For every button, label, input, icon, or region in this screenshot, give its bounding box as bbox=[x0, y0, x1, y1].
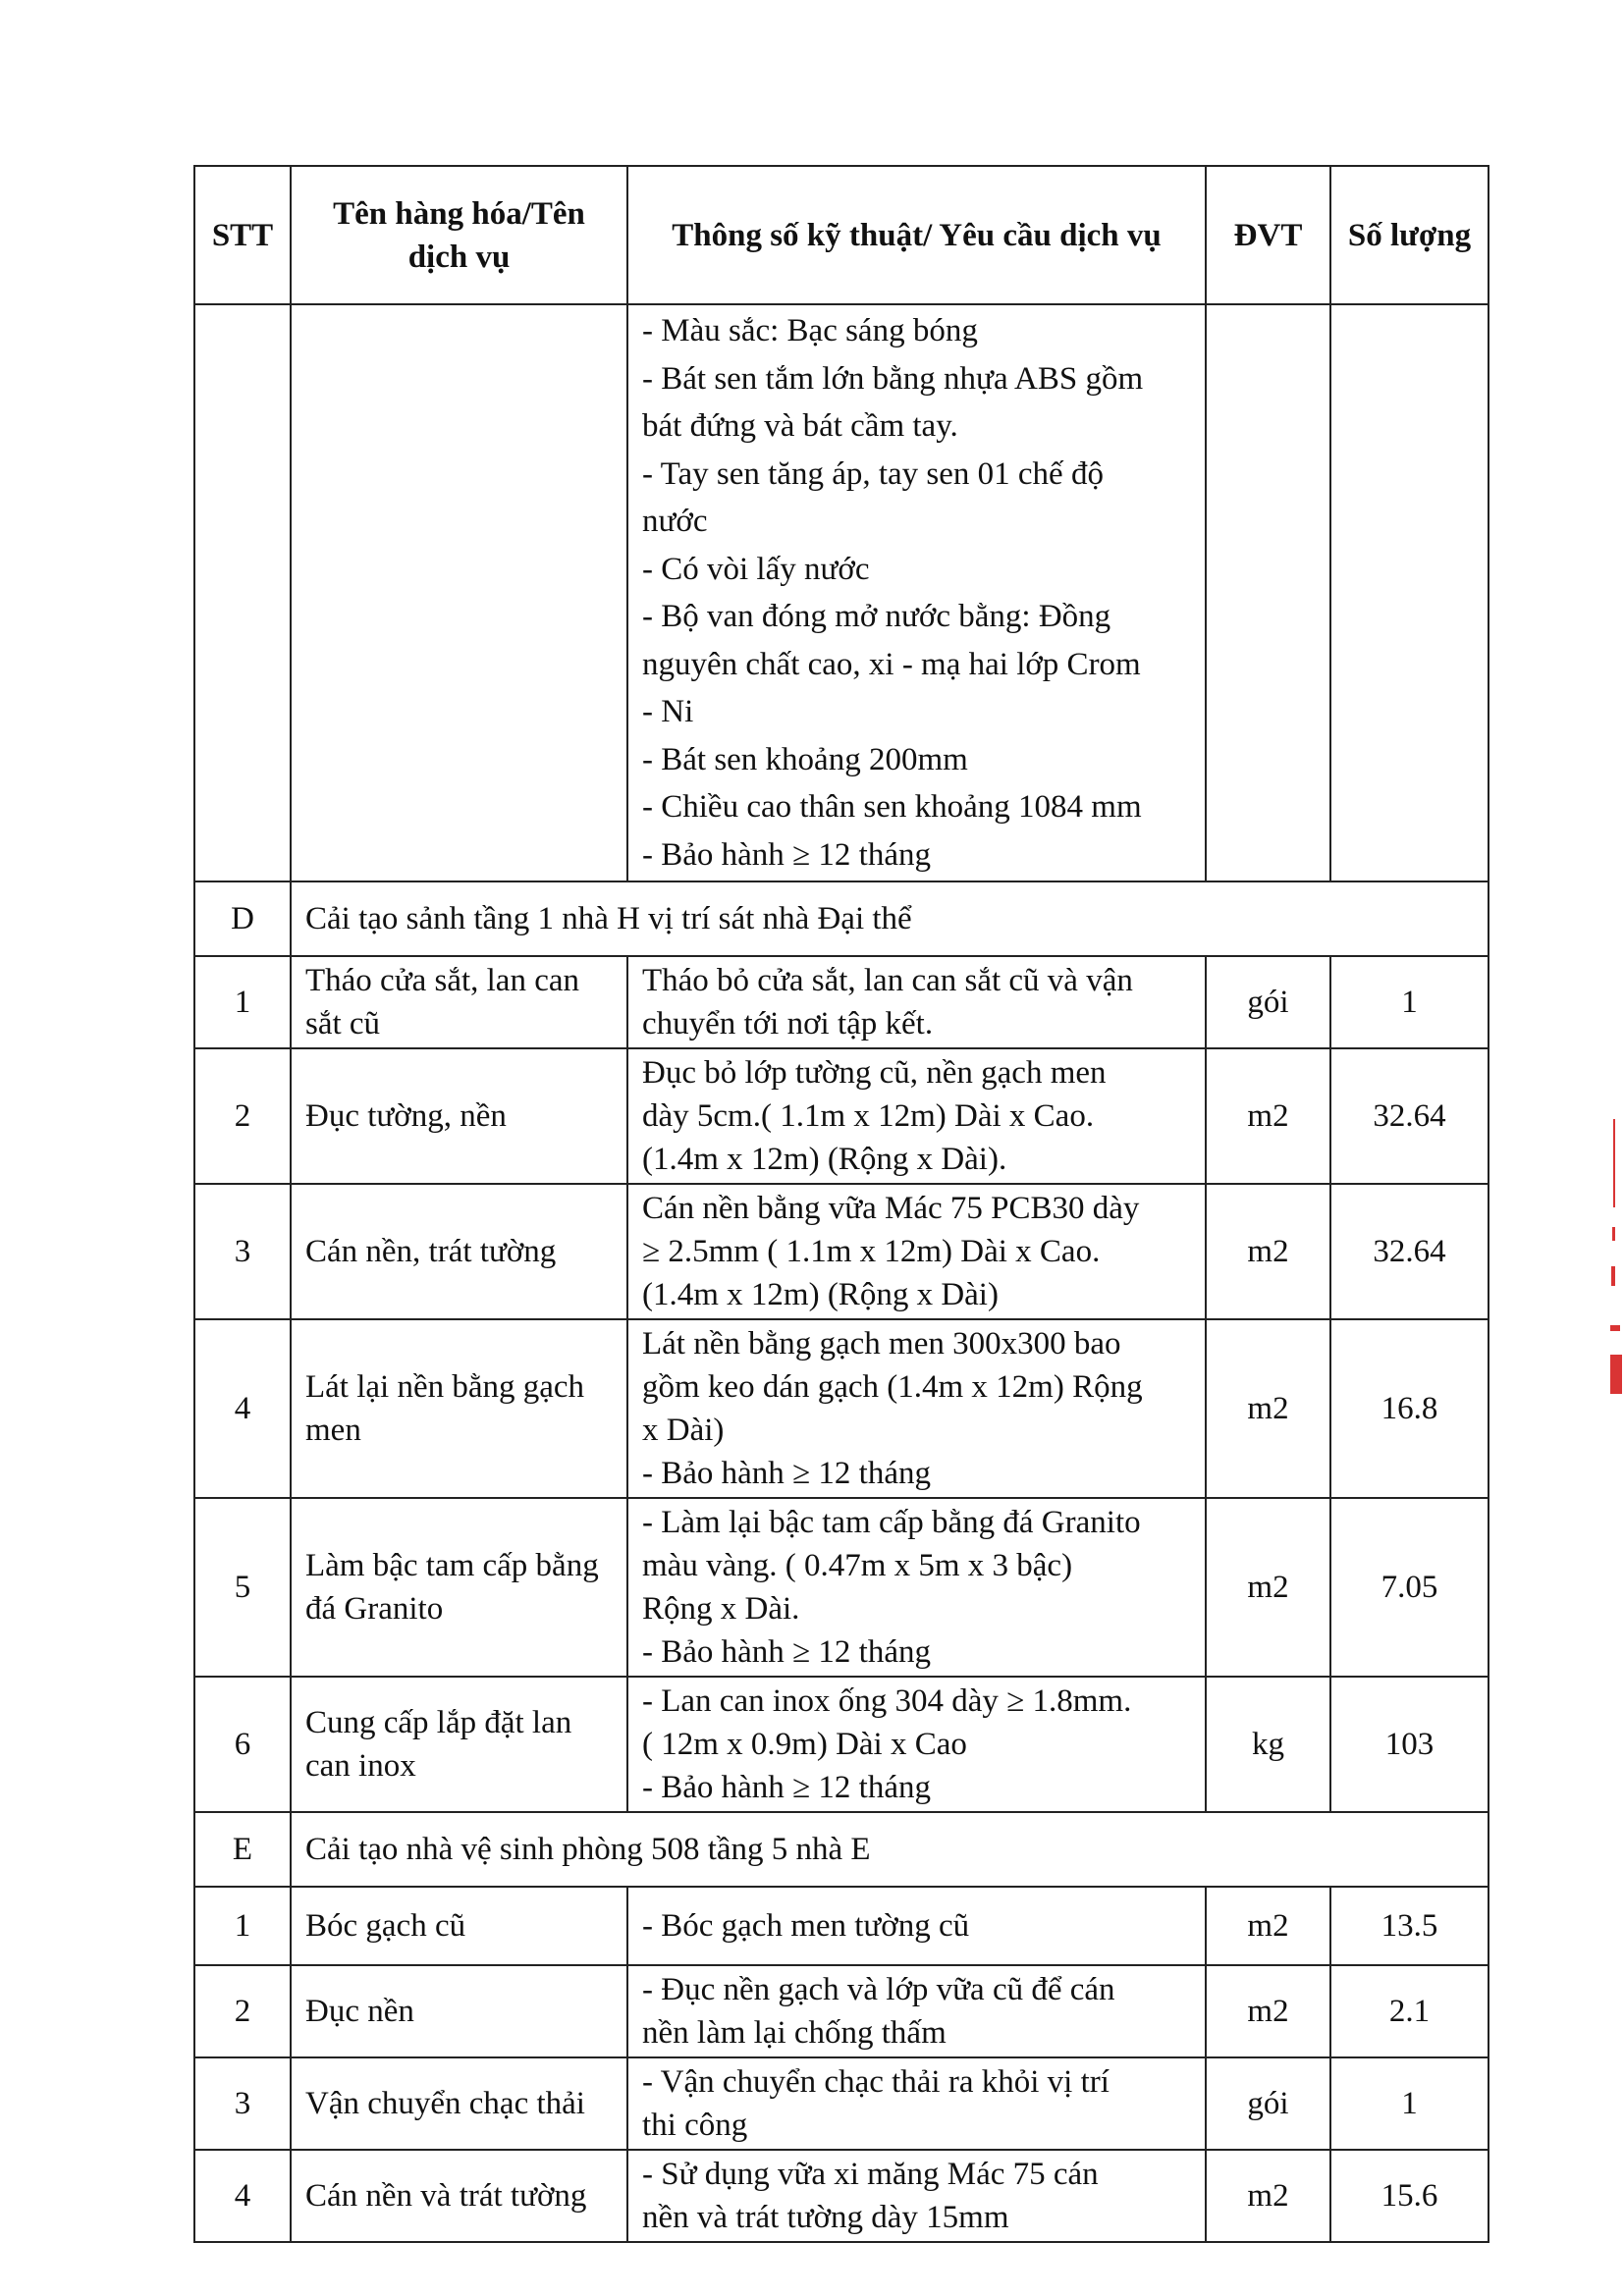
row-stt: 1 bbox=[194, 1887, 291, 1965]
spec-line: - Bảo hành ≥ 12 tháng bbox=[642, 1770, 931, 1805]
row-item-name: Cung cấp lắp đặt lan can inox bbox=[291, 1677, 627, 1812]
row-item-name: Bóc gạch cũ bbox=[291, 1887, 627, 1965]
spec-line: (1.4m x 12m) (Rộng x Dài). bbox=[642, 1142, 1007, 1177]
row-item-name: Cán nền và trát tường bbox=[291, 2150, 627, 2242]
spec-line: - Tay sen tăng áp, tay sen 01 chế độ bbox=[642, 455, 1104, 492]
spec-line: x Dài) bbox=[642, 1413, 725, 1448]
row-quantity: 103 bbox=[1330, 1677, 1489, 1812]
row-unit: m2 bbox=[1206, 1319, 1330, 1498]
spec-line: - Bát sen khoảng 200mm bbox=[642, 741, 968, 777]
spec-line: chuyển tới nơi tập kết. bbox=[642, 1006, 934, 1041]
spec-line: - Bảo hành ≥ 12 tháng bbox=[642, 1634, 931, 1670]
spec-line: - Bát sen tắm lớn bằng nhựa ABS gồm bbox=[642, 360, 1144, 397]
section-title-row bbox=[194, 881, 1489, 956]
row-quantity: 16.8 bbox=[1330, 1319, 1489, 1498]
row-item-name: Làm bậc tam cấp bằng đá Granito bbox=[291, 1498, 627, 1677]
row-stt: 4 bbox=[194, 2150, 291, 2242]
spec-line: (1.4m x 12m) (Rộng x Dài) bbox=[642, 1277, 999, 1312]
spec-line: nền và trát tường dày 15mm bbox=[642, 2200, 1009, 2235]
table-row bbox=[194, 1048, 1489, 1184]
row-quantity: 1 bbox=[1330, 956, 1489, 1048]
table-row bbox=[194, 1184, 1489, 1319]
spec-line: - Sử dụng vữa xi măng Mác 75 cán bbox=[642, 2157, 1099, 2192]
row-spec bbox=[627, 1887, 1206, 1965]
spec-line: Tháo bỏ cửa sắt, lan can sắt cũ và vận bbox=[642, 963, 1133, 998]
header-stt: STT bbox=[194, 166, 291, 304]
spec-line: - Bộ van đóng mở nước bằng: Đồng bbox=[642, 599, 1111, 634]
row-stt: 4 bbox=[194, 1319, 291, 1498]
row-quantity: 13.5 bbox=[1330, 1887, 1489, 1965]
header-name: Tên hàng hóa/Tên dịch vụ bbox=[291, 166, 627, 304]
row-unit: m2 bbox=[1206, 1048, 1330, 1184]
spec-line: - Chiều cao thân sen khoảng 1084 mm bbox=[642, 789, 1142, 825]
row-quantity: 7.05 bbox=[1330, 1498, 1489, 1677]
row-stt: 2 bbox=[194, 1965, 291, 2057]
spec-line: - Bóc gạch men tường cũ bbox=[642, 1908, 970, 1944]
table-row bbox=[194, 2150, 1489, 2242]
spec-line: - Vận chuyển chạc thải ra khỏi vị trí bbox=[642, 2064, 1110, 2100]
spec-line: thi công bbox=[642, 2108, 748, 2143]
row-unit: m2 bbox=[1206, 1184, 1330, 1319]
table-row bbox=[194, 2057, 1489, 2150]
row-item-name: Cán nền, trát tường bbox=[291, 1184, 627, 1319]
row-stt: 5 bbox=[194, 1498, 291, 1677]
section-d bbox=[194, 881, 1489, 1812]
row-spec bbox=[627, 956, 1206, 1048]
cell-spec bbox=[627, 304, 1206, 881]
cell-qty bbox=[1330, 304, 1489, 881]
spec-line: nguyên chất cao, xi - mạ hai lớp Crom bbox=[642, 646, 1141, 682]
row-unit: gói bbox=[1206, 2057, 1330, 2150]
section-title: Cải tạo sảnh tầng 1 nhà H vị trí sát nhà Đại thể bbox=[291, 881, 1489, 956]
spec-line: - Bảo hành ≥ 12 tháng bbox=[642, 836, 931, 873]
row-stt: 2 bbox=[194, 1048, 291, 1184]
row-unit: m2 bbox=[1206, 2150, 1330, 2242]
spec-line: Cán nền bằng vữa Mác 75 PCB30 dày bbox=[642, 1191, 1140, 1226]
row-item-name: Vận chuyển chạc thải bbox=[291, 2057, 627, 2150]
spec-line: Lát nền bằng gạch men 300x300 bao bbox=[642, 1326, 1121, 1362]
spec-table bbox=[193, 165, 1489, 2243]
row-quantity: 32.64 bbox=[1330, 1184, 1489, 1319]
stamp-edge-mark bbox=[1610, 1119, 1624, 1433]
section-title: Cải tạo nhà vệ sinh phòng 508 tầng 5 nhà E bbox=[291, 1812, 1489, 1887]
spec-line: - Có vòi lấy nước bbox=[642, 551, 870, 587]
table-header-row bbox=[194, 166, 1489, 304]
cell-unit bbox=[1206, 304, 1330, 881]
header-qty: Số lượng bbox=[1330, 166, 1489, 304]
table-row bbox=[194, 1498, 1489, 1677]
table-row bbox=[194, 1965, 1489, 2057]
row-spec bbox=[627, 1498, 1206, 1677]
spec-line: - Làm lại bậc tam cấp bằng đá Granito bbox=[642, 1505, 1141, 1540]
row-stt: 6 bbox=[194, 1677, 291, 1812]
row-stt: 1 bbox=[194, 956, 291, 1048]
spec-line: bát đứng và bát cầm tay. bbox=[642, 408, 958, 444]
section-title-row bbox=[194, 1812, 1489, 1887]
spec-line: nước bbox=[642, 504, 708, 539]
spec-line: - Đục nền gạch và lớp vữa cũ để cán bbox=[642, 1972, 1115, 2007]
row-quantity: 2.1 bbox=[1330, 1965, 1489, 2057]
row-spec bbox=[627, 2057, 1206, 2150]
row-item-name: Lát lại nền bằng gạch men bbox=[291, 1319, 627, 1498]
row-stt: 3 bbox=[194, 1184, 291, 1319]
row-unit: kg bbox=[1206, 1677, 1330, 1812]
spec-line: nền làm lại chống thấm bbox=[642, 2015, 947, 2051]
row-item-name: Tháo cửa sắt, lan can sắt cũ bbox=[291, 956, 627, 1048]
row-unit: m2 bbox=[1206, 1498, 1330, 1677]
row-unit: m2 bbox=[1206, 1887, 1330, 1965]
row-spec bbox=[627, 1677, 1206, 1812]
row-spec bbox=[627, 1048, 1206, 1184]
section-code: E bbox=[194, 1812, 291, 1887]
row-unit: gói bbox=[1206, 956, 1330, 1048]
row-spec bbox=[627, 1184, 1206, 1319]
spec-line: - Bảo hành ≥ 12 tháng bbox=[642, 1456, 931, 1491]
section-e bbox=[194, 1812, 1489, 2242]
row-quantity: 15.6 bbox=[1330, 2150, 1489, 2242]
section-code: D bbox=[194, 881, 291, 956]
cell-name bbox=[291, 304, 627, 881]
spec-line: ≥ 2.5mm ( 1.1m x 12m) Dài x Cao. bbox=[642, 1234, 1101, 1269]
row-spec bbox=[627, 1965, 1206, 2057]
table-row bbox=[194, 1319, 1489, 1498]
header-unit: ĐVT bbox=[1206, 166, 1330, 304]
row-item-name: Đục tường, nền bbox=[291, 1048, 627, 1184]
row-quantity: 32.64 bbox=[1330, 1048, 1489, 1184]
spec-line: - Ni bbox=[642, 694, 694, 729]
table-row bbox=[194, 1887, 1489, 1965]
spec-line: màu vàng. ( 0.47m x 5m x 3 bậc) bbox=[642, 1548, 1073, 1583]
cell-stt bbox=[194, 304, 291, 881]
spec-line: dày 5cm.( 1.1m x 12m) Dài x Cao. bbox=[642, 1098, 1095, 1134]
table-row bbox=[194, 956, 1489, 1048]
spec-line: gồm keo dán gạch (1.4m x 12m) Rộng bbox=[642, 1369, 1143, 1405]
row-spec bbox=[627, 1319, 1206, 1498]
table-row bbox=[194, 1677, 1489, 1812]
continuation-row bbox=[194, 304, 1489, 881]
spec-line: - Lan can inox ống 304 dày ≥ 1.8mm. bbox=[642, 1683, 1132, 1719]
spec-line: Rộng x Dài. bbox=[642, 1591, 800, 1627]
row-item-name: Đục nền bbox=[291, 1965, 627, 2057]
header-spec: Thông số kỹ thuật/ Yêu cầu dịch vụ bbox=[627, 166, 1206, 304]
spec-line: - Màu sắc: Bạc sáng bóng bbox=[642, 313, 978, 348]
row-stt: 3 bbox=[194, 2057, 291, 2150]
spec-line: Đục bỏ lớp tường cũ, nền gạch men bbox=[642, 1055, 1107, 1091]
row-unit: m2 bbox=[1206, 1965, 1330, 2057]
row-quantity: 1 bbox=[1330, 2057, 1489, 2150]
spec-line: ( 12m x 0.9m) Dài x Cao bbox=[642, 1727, 967, 1762]
row-spec bbox=[627, 2150, 1206, 2242]
